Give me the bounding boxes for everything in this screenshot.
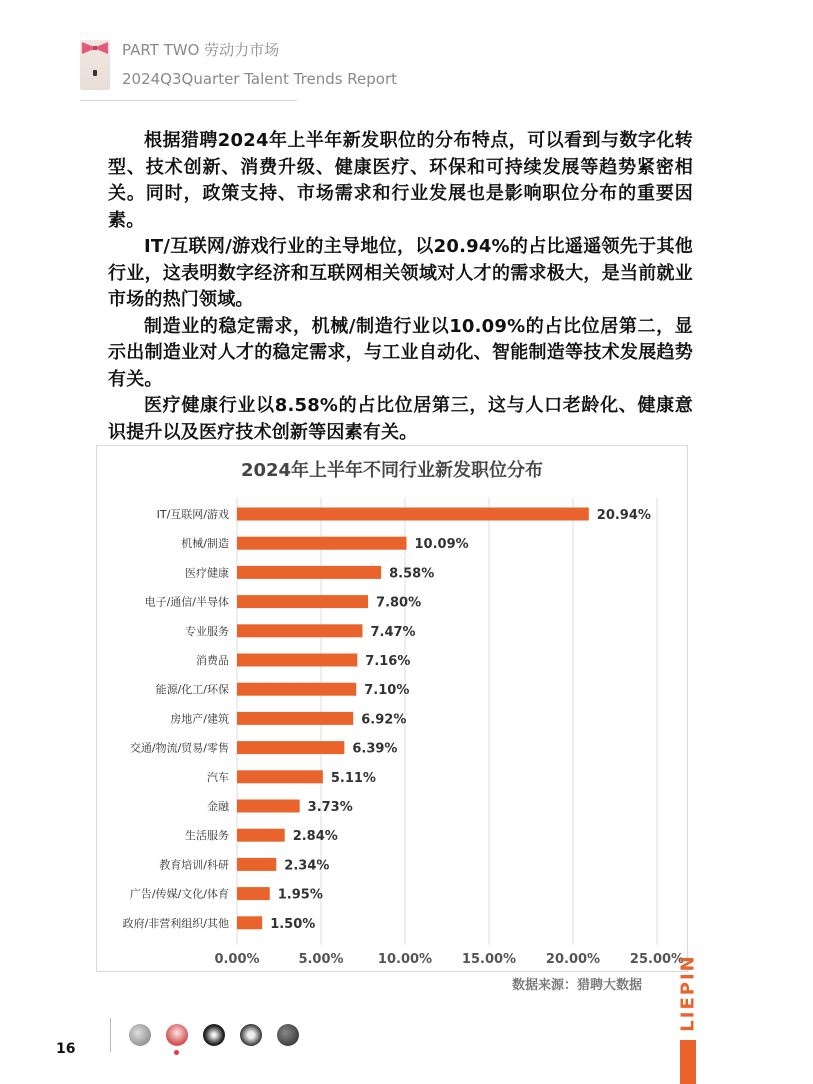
data-label: 1.95%	[277, 887, 323, 903]
section-thumbnail-4[interactable]	[240, 1024, 262, 1046]
bar	[237, 800, 300, 813]
x-tick-label: 15.00%	[461, 951, 517, 967]
x-tick-label: 5.00%	[298, 951, 344, 967]
data-label: 7.47%	[370, 624, 416, 640]
category-label: IT/互联网/游戏	[156, 508, 229, 521]
chart-plot	[97, 446, 687, 971]
header-section-title: PART TWO 劳动力市场	[122, 41, 280, 59]
industry-bar-chart	[96, 445, 688, 972]
category-label: 机械/制造	[181, 537, 229, 551]
bar	[237, 624, 362, 637]
section-thumbnail-1[interactable]	[129, 1024, 151, 1046]
section-thumbnail-3[interactable]	[203, 1024, 225, 1046]
category-label: 消费品	[196, 654, 229, 667]
bar	[237, 508, 589, 521]
category-label: 房地产/建筑	[170, 712, 229, 726]
category-label: 金融	[207, 800, 229, 813]
x-tick-label: 25.00%	[629, 951, 685, 967]
section-thumbnail-2-active[interactable]	[166, 1024, 188, 1046]
category-label: 教育培训/科研	[159, 858, 229, 872]
body-paragraph-2: IT/互联网/游戏行业的主导地位，以20.94%的占比遥遥领先于其他行业，这表明数字经济和互联网相关领域对人才的需求极大，是当前就业市场的热门领域。	[108, 236, 693, 310]
section-thumbnail-5[interactable]	[277, 1024, 299, 1046]
category-label: 专业服务	[185, 624, 229, 638]
bar	[237, 595, 368, 608]
data-label: 2.84%	[292, 829, 338, 845]
data-label: 5.11%	[330, 770, 376, 786]
x-tick-label: 10.00%	[377, 951, 433, 967]
footer-divider	[110, 1018, 111, 1052]
x-tick-label: 0.00%	[214, 951, 260, 967]
header-report-title: 2024Q3Quarter Talent Trends Report	[122, 70, 398, 88]
category-label: 政府/非营利组织/其他	[122, 916, 229, 930]
bar	[237, 654, 357, 667]
bar	[237, 712, 353, 725]
data-source-note: 数据来源：猎聘大数据	[512, 978, 643, 993]
category-label: 能源/化工/环保	[155, 683, 229, 697]
category-label: 广告/传媒/文化/体育	[129, 887, 229, 901]
lapel-pin-icon	[93, 70, 97, 76]
data-label: 8.58%	[389, 566, 435, 582]
chart-title: 2024年上半年不同行业新发职位分布	[240, 460, 544, 481]
category-label: 生活服务	[185, 829, 229, 843]
bar	[237, 887, 270, 900]
data-label: 7.80%	[376, 595, 422, 611]
liepin-logo-text: LIEPIN	[677, 954, 699, 1032]
bar	[237, 537, 407, 550]
header-divider	[80, 100, 297, 101]
data-label: 20.94%	[596, 508, 651, 523]
bar	[237, 566, 381, 579]
body-paragraph-3: 制造业的稳定需求，机械/制造行业以10.09%的占比位居第二，显示出制造业对人才的稳定需求，与工业自动化、智能制造等技术发展趋势有关。	[108, 315, 693, 390]
liepin-logo	[678, 948, 698, 1038]
header	[122, 36, 397, 94]
data-label: 6.92%	[361, 712, 407, 728]
bar	[237, 858, 276, 871]
category-label: 汽车	[207, 770, 229, 784]
category-label: 医疗健康	[185, 566, 229, 580]
body-paragraph-4: 医疗健康行业以8.58%的占比位居第三，这与人口老龄化、健康意识提升以及医疗技术创新等因素有关。	[108, 395, 693, 443]
brand-accent-bar	[680, 1040, 696, 1084]
data-label: 7.16%	[365, 654, 411, 669]
category-label: 交通/物流/贸易/零售	[129, 741, 229, 755]
body-text	[108, 128, 693, 446]
data-label: 10.09%	[414, 537, 469, 553]
bar	[237, 770, 323, 783]
data-label: 6.39%	[352, 741, 398, 757]
bar	[237, 741, 344, 754]
data-label: 7.10%	[364, 683, 410, 699]
page-number: 16	[56, 1041, 76, 1057]
x-tick-label: 20.00%	[545, 951, 601, 967]
category-label: 电子/通信/半导体	[144, 595, 229, 609]
data-label: 2.34%	[284, 858, 330, 874]
bar	[237, 916, 262, 929]
header-thumbnail-image	[80, 40, 110, 90]
active-indicator-dot	[174, 1050, 179, 1055]
data-label: 3.73%	[307, 800, 353, 815]
body-paragraph-1: 根据猎聘2024年上半年新发职位的分布特点，可以看到与数字化转型、技术创新、消费升级、健康医疗、环保和可持续发展等趋势紧密相关。同时，政策支持、市场需求和行业发展也是影响职位分布的重要因素。	[108, 130, 693, 231]
bow-tie-icon	[82, 42, 108, 54]
bar	[237, 829, 285, 842]
bar	[237, 683, 356, 696]
data-label: 1.50%	[270, 916, 316, 932]
